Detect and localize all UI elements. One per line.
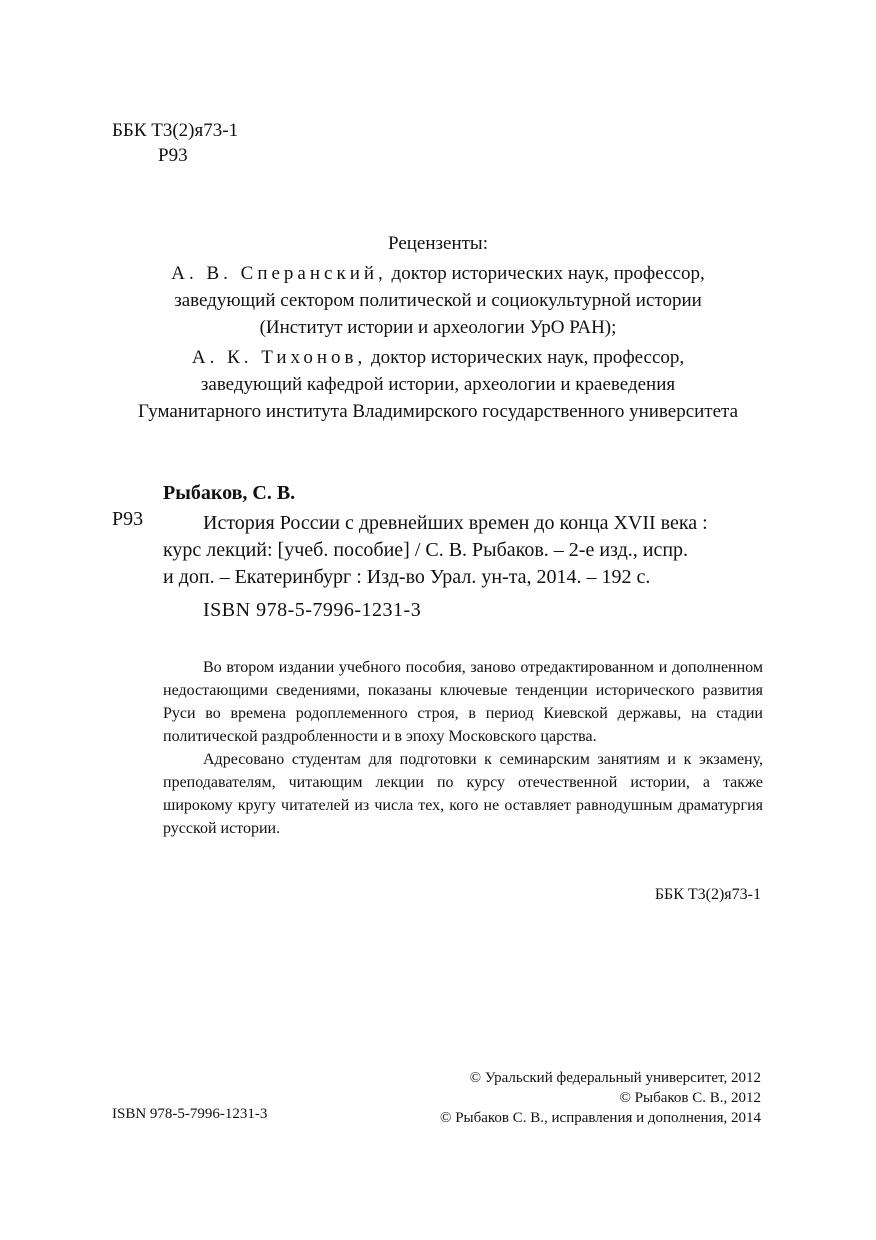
catalog-description-line-2: курс лекций: [учеб. пособие] / С. В. Рыбаков. – 2-е изд., испр. (163, 539, 689, 561)
reviewer-2-line-3: Гуманитарного института Владимирского государственного университета (137, 401, 739, 422)
reviewer-2-line-2: заведующий кафедрой истории, археологии и краеведения (200, 374, 676, 395)
reviewer-2 (100, 344, 776, 425)
reviewer-2-title: доктор исторических наук, профессор, (370, 347, 685, 368)
copyrights (440, 1068, 761, 1128)
reviewers-section (100, 230, 776, 428)
footer-isbn: ISBN 978-5-7996-1231-3 (112, 1106, 268, 1122)
annotation-paragraph-2: Адресовано студентам для подготовки к семинарским занятиям и к экзамену, преподавателям, читающим лекции по курсу отечественной истории, а также широкому кругу читателей из числа тех, кого не оставляет равнодушным драматургия русской истории. (163, 751, 763, 837)
reviewers-title: Рецензенты: (388, 233, 488, 254)
reviewer-2-line-1 (100, 344, 776, 371)
reviewer-1-line-1 (100, 260, 776, 287)
reviewer-1-name: А. В. Сперанский, (171, 263, 387, 284)
copyright-line-2: © Рыбаков С. В., 2012 (619, 1090, 761, 1106)
bbk-code: ББК Т3(2)я73-1 (112, 120, 239, 141)
copyright-line-1: © Уральский федеральный университет, 2012 (469, 1070, 761, 1086)
reviewer-1-line-3: (Институт истории и археологии УрО РАН); (259, 317, 617, 338)
reviewer-1-title: доктор исторических наук, профессор, (391, 263, 705, 284)
catalog-author: Рыбаков, С. В. (163, 482, 296, 504)
bbk-bottom: ББК Т3(2)я73-1 (654, 886, 761, 903)
annotation (163, 656, 763, 840)
catalog-mark: Р93 (112, 508, 144, 530)
reviewer-1-line-2: заведующий сектором политической и социокультурной истории (174, 290, 702, 311)
reviewer-2-name: А. К. Тихонов, (191, 347, 367, 368)
copyright-line-3: © Рыбаков С. В., исправления и дополнения, 2014 (440, 1110, 761, 1126)
catalog-description (163, 510, 776, 591)
annotation-paragraph-1: Во втором издании учебного пособия, заново отредактированном и дополненном недостающими сведениями, показаны ключевые тенденции исторического развития Руси во времена родоплеменного строя, в период Киевской державы, на стадии политической раздробленности и в эпоху Московского царства. (163, 659, 763, 745)
catalog-description-line-1: История России с древнейших времен до конца XVII века : (203, 512, 708, 534)
author-mark: Р93 (158, 145, 188, 166)
catalog-isbn: ISBN 978-5-7996-1231-3 (203, 599, 422, 621)
reviewer-1 (100, 260, 776, 341)
bbk-block (112, 118, 238, 168)
catalog-description-line-3: и доп. – Екатеринбург : Изд-во Урал. ун-та, 2014. – 192 с. (163, 566, 651, 588)
